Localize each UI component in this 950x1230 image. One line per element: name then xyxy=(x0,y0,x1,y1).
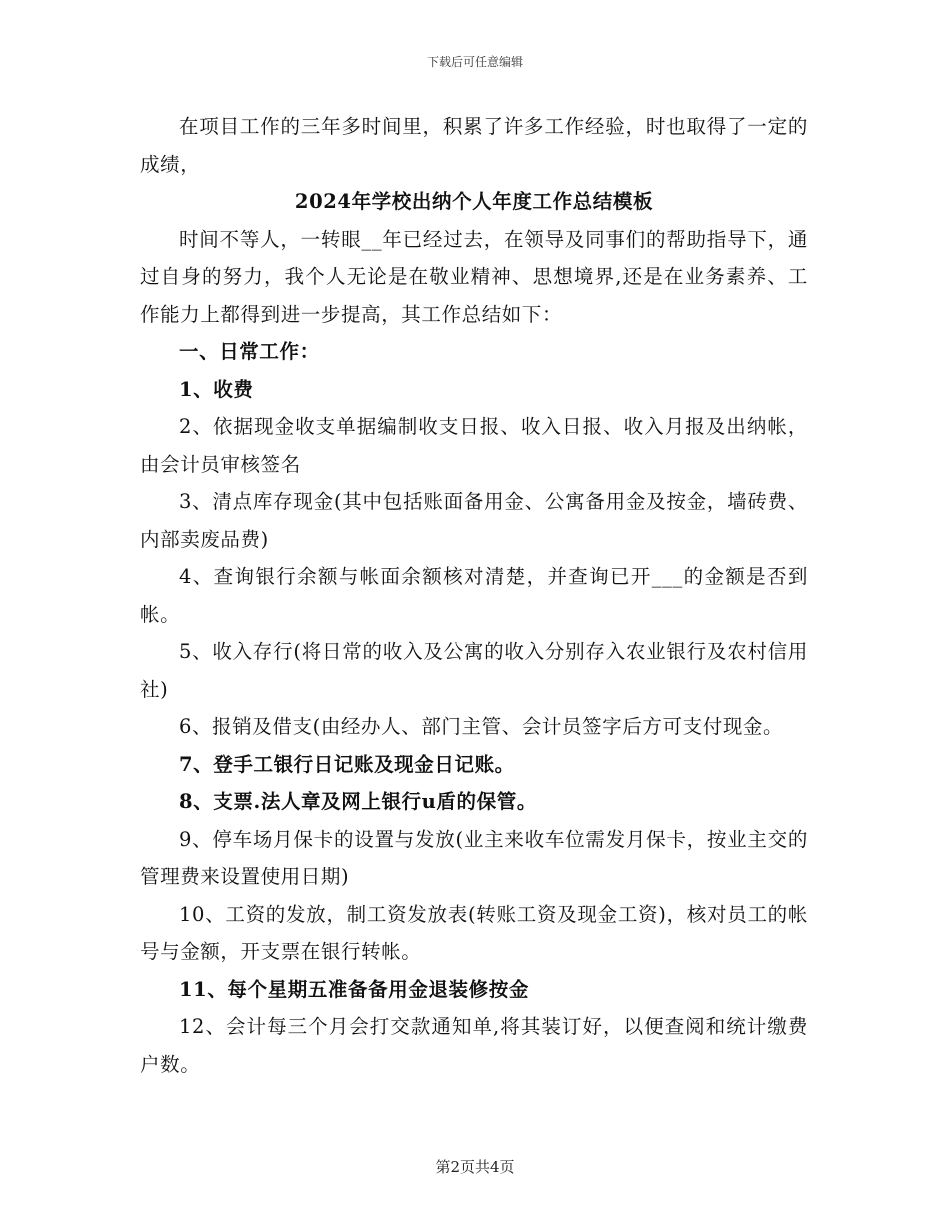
page-number: 第2页共4页 xyxy=(435,1158,515,1176)
list-item-8: 8、支票.法人章及网上银行u盾的保管。 xyxy=(179,790,537,813)
list-item-4: 4、查询银行余额与帐面余额核对清楚，并查询已开___的金额是否到帐。 xyxy=(140,565,808,626)
list-item-6: 6、报销及借支(由经办人、部门主管、会计员签字后方可支付现金。 xyxy=(179,715,784,738)
document-body xyxy=(140,108,808,1083)
list-item-1: 1、收费 xyxy=(179,377,254,401)
page-header-note: 下载后可任意编辑 xyxy=(426,55,523,69)
list-item-2: 2、依据现金收支单据编制收支日报、收入日报、收入月报及出纳帐，由会计员审核签名 xyxy=(140,415,808,476)
list-item-3: 3、清点库存现金(其中包括账面备用金、公寓备用金及按金，墙砖费、内部卖废品费) xyxy=(140,490,808,551)
opening-paragraph: 时间不等人，一转眼__年已经过去，在领导及同事们的帮助指导下，通过自身的努力，我个人无论是在敬业精神、思想境界,还是在业务素养、工作能力上都得到进一步提高，其工作总结如下： xyxy=(140,227,808,326)
list-item-7: 7、登手工银行日记账及现金日记账。 xyxy=(179,752,515,776)
list-item-10: 10、工资的发放，制工资发放表(转账工资及现金工资)，核对员工的帐号与金额，开支票在银行转帐。 xyxy=(140,902,808,963)
section-heading-daily-work: 一、日常工作： xyxy=(179,340,320,363)
intro-paragraph: 在项目工作的三年多时间里，积累了许多工作经验，时也取得了一定的成绩， xyxy=(140,115,808,176)
list-item-5: 5、收入存行(将日常的收入及公寓的收入分别存入农业银行及农村信用社) xyxy=(140,640,808,701)
list-item-12: 12、会计每三个月会打交款通知单,将其装订好，以便查阅和统计缴费户数。 xyxy=(140,1015,808,1076)
document-title: 2024年学校出纳个人年度工作总结模板 xyxy=(294,190,654,213)
list-item-11: 11、每个星期五准备备用金退装修按金 xyxy=(179,977,529,1001)
list-item-9: 9、停车场月保卡的设置与发放(业主来收车位需发月保卡，按业主交的管理费来设置使用日期) xyxy=(140,827,808,888)
